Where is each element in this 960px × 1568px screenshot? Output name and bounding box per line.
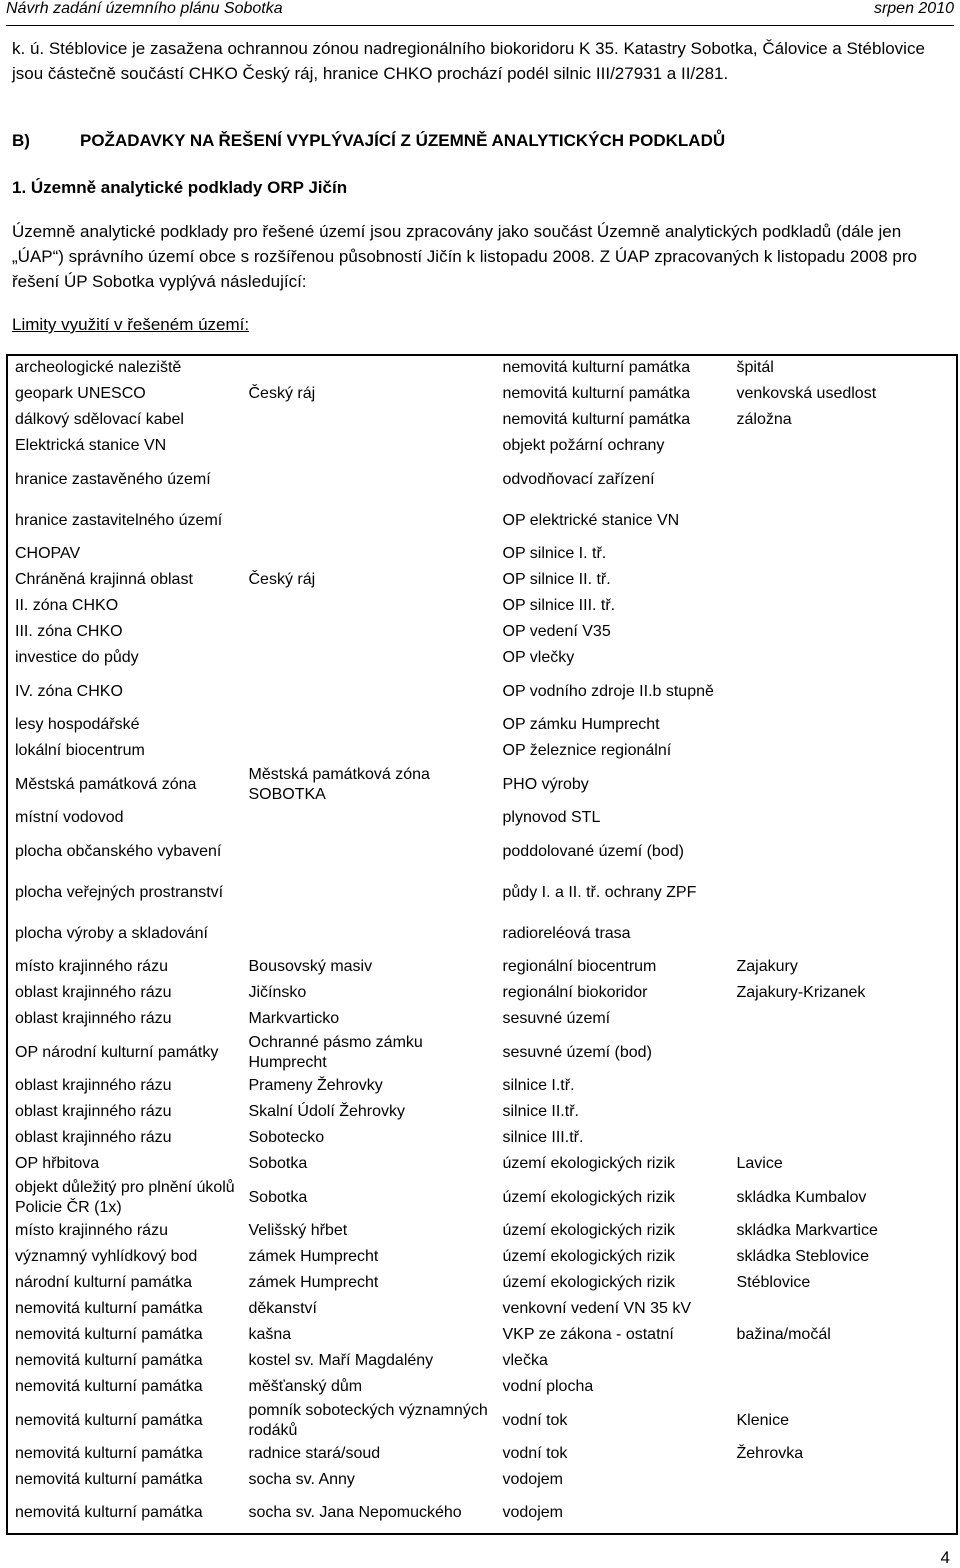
limit-type-cell: lesy hospodářské <box>7 712 241 738</box>
table-row <box>7 500 957 541</box>
limit-type-cell: nemovitá kulturní památka <box>7 1467 241 1493</box>
limit-type-cell: nemovitá kulturní památka <box>7 1441 241 1467</box>
table-row <box>7 671 957 712</box>
limit-type-cell: plocha veřejných prostranství <box>7 872 241 913</box>
limit-detail-cell-right <box>729 541 957 567</box>
table-row <box>7 541 957 567</box>
limit-detail-cell-right: Klenice <box>729 1400 957 1441</box>
table-row <box>7 738 957 764</box>
limit-type-cell-right: OP elektrické stanice VN <box>502 511 680 529</box>
limit-type-cell-right: území ekologických rizik <box>502 1155 675 1172</box>
body-paragraph: Územně analytické podklady pro řešené území jsou zpracovány jako součást Územně analytických podkladů (dále jen „ÚAP“) správního území obce s rozšířenou působností Jičín k listopadu 2008. Z ÚAP zpracovaných k listopadu 2008 pro řešení ÚP Sobotka vyplývá následující: <box>12 222 917 291</box>
limit-detail-cell-right <box>729 913 957 954</box>
limit-type-cell: lokální biocentrum <box>7 738 241 764</box>
table-row <box>7 1151 957 1177</box>
section-b-letter: B) <box>12 131 30 150</box>
limit-detail-cell-right: záložna <box>729 407 957 433</box>
limit-type-cell-right: OP vlečky <box>502 649 575 666</box>
limit-detail-cell-right <box>729 872 957 913</box>
limit-detail-cell: socha sv. Jana Nepomuckého <box>241 1493 495 1534</box>
table-row <box>7 1099 957 1125</box>
table-row <box>7 1006 957 1032</box>
limit-type-cell-right: OP zámku Humprecht <box>502 716 660 733</box>
limit-type-cell: investice do půdy <box>7 645 241 671</box>
table-row <box>7 619 957 645</box>
limit-type-cell-right: vodní tok <box>502 1411 568 1429</box>
section-b-heading <box>12 128 952 154</box>
table-row <box>7 593 957 619</box>
table-row <box>7 459 957 500</box>
limit-type-cell-right: silnice I.tř. <box>502 1077 575 1094</box>
limit-type-cell: Chráněná krajinná oblast <box>7 567 241 593</box>
limit-type-cell: oblast krajinného rázu <box>7 1073 241 1099</box>
table-row <box>7 355 957 381</box>
table-row <box>7 1218 957 1244</box>
limit-detail-cell-right: skládka Markvartice <box>729 1218 957 1244</box>
limit-detail-cell <box>241 407 495 433</box>
table-row <box>7 1348 957 1374</box>
limit-type-cell: hranice zastavěného území <box>7 459 241 500</box>
limit-detail-cell-right <box>729 1073 957 1099</box>
limits-table <box>6 354 958 1535</box>
limit-type-cell-right: vlečka <box>502 1352 548 1369</box>
limit-detail-cell-right: venkovská usedlost <box>729 381 957 407</box>
limit-type-cell: nemovitá kulturní památka <box>7 1374 241 1400</box>
table-row <box>7 433 957 459</box>
table-row <box>7 1374 957 1400</box>
limit-detail-cell <box>241 913 495 954</box>
limit-detail-cell-right <box>729 1099 957 1125</box>
limit-detail-cell-right <box>729 500 957 541</box>
table-row <box>7 407 957 433</box>
limit-detail-cell: Sobotka <box>248 1188 308 1206</box>
limit-detail-cell-right <box>729 1348 957 1374</box>
header-document-title: Návrh zadání územního plánu Sobotka <box>6 0 283 17</box>
limit-type-cell-right: poddolované území (bod) <box>502 842 684 860</box>
limit-type-cell-right: radioreléová trasa <box>502 924 631 942</box>
page-header <box>6 0 954 26</box>
limit-detail-cell <box>241 355 495 381</box>
limit-detail-cell <box>241 619 495 645</box>
limit-detail-cell <box>241 541 495 567</box>
limit-type-cell-right: vodní plocha <box>502 1378 594 1395</box>
limit-detail-cell-right <box>729 567 957 593</box>
limit-detail-cell-right: skládka Steblovice <box>729 1244 957 1270</box>
limit-detail-cell-right <box>729 671 957 712</box>
limit-detail-cell <box>241 671 495 712</box>
limit-type-cell: místní vodovod <box>7 805 241 831</box>
limit-detail-cell-right <box>729 593 957 619</box>
limit-detail-cell <box>241 805 495 831</box>
limit-type-cell: oblast krajinného rázu <box>7 1099 241 1125</box>
limit-type-cell-right: nemovitá kulturní památka <box>502 385 691 402</box>
limit-detail-cell: Velišský hřbet <box>248 1222 348 1239</box>
limit-type-cell: III. zóna CHKO <box>7 619 241 645</box>
limit-type-cell-right: sesuvné území (bod) <box>502 1043 652 1061</box>
limit-type-cell-right: regionální biokoridor <box>502 984 648 1001</box>
limits-heading: Limity využití v řešeném území: <box>12 315 250 334</box>
limit-type-cell-right: nemovitá kulturní památka <box>495 355 729 381</box>
limit-detail-cell-right <box>729 764 957 805</box>
limit-detail-cell: Sobotka <box>248 1155 308 1172</box>
table-row <box>7 913 957 954</box>
table-row <box>7 764 957 805</box>
table-row <box>7 1177 957 1218</box>
limit-type-cell-right: OP silnice I. tř. <box>502 545 607 562</box>
limit-type-cell-right: nemovitá kulturní památka <box>502 411 691 428</box>
limit-detail-cell-right <box>729 1296 957 1322</box>
limit-type-cell-right: území ekologických rizik <box>502 1248 675 1265</box>
limit-detail-cell: pomník soboteckých významných rodáků <box>248 1401 488 1439</box>
table-row <box>7 1493 957 1534</box>
limit-detail-cell-right: Zajakury-Krizanek <box>729 980 957 1006</box>
limit-detail-cell <box>241 831 495 872</box>
limit-type-cell: oblast krajinného rázu <box>7 980 241 1006</box>
limit-type-cell-right: objekt požární ochrany <box>502 437 665 454</box>
limit-detail-cell-right: skládka Kumbalov <box>729 1177 957 1218</box>
limit-detail-cell: zámek Humprecht <box>248 1274 379 1291</box>
limit-detail-cell-right <box>729 805 957 831</box>
table-row <box>7 1441 957 1467</box>
table-row <box>7 1244 957 1270</box>
limit-type-cell-right: silnice II.tř. <box>502 1103 579 1120</box>
limit-type-cell-right: OP silnice II. tř. <box>502 571 611 588</box>
limit-detail-cell: děkanství <box>248 1300 317 1317</box>
limit-detail-cell-right: Lavice <box>729 1151 957 1177</box>
limit-detail-cell-right: Zajakury <box>729 954 957 980</box>
limit-detail-cell: Ochranné pásmo zámku Humprecht <box>248 1033 423 1071</box>
limit-type-cell: místo krajinného rázu <box>7 1218 241 1244</box>
limit-detail-cell <box>241 593 495 619</box>
limit-detail-cell <box>241 433 495 459</box>
limit-detail-cell-right <box>729 1006 957 1032</box>
limit-type-cell: OP národní kulturní památky <box>7 1032 241 1073</box>
table-row <box>7 1125 957 1151</box>
limit-type-cell: Městská památková zóna <box>7 764 241 805</box>
limit-detail-cell-right: Žehrovka <box>729 1441 957 1467</box>
limit-type-cell: plocha občanského vybavení <box>7 831 241 872</box>
limit-detail-cell <box>241 645 495 671</box>
limit-detail-cell: zámek Humprecht <box>248 1248 379 1265</box>
limit-detail-cell: Markvarticko <box>248 1010 340 1027</box>
table-row <box>7 1322 957 1348</box>
table-row <box>7 872 957 913</box>
table-row <box>7 712 957 738</box>
limit-type-cell: OP hřbitova <box>7 1151 241 1177</box>
limit-type-cell: objekt důležitý pro plnění úkolů Policie ČR (1x) <box>7 1177 241 1218</box>
limit-type-cell-right: VKP ze zákona - ostatní <box>502 1326 674 1343</box>
limit-detail-cell-right: špitál <box>729 355 957 381</box>
limit-type-cell-right: území ekologických rizik <box>502 1274 675 1291</box>
limit-type-cell: CHOPAV <box>7 541 241 567</box>
limit-detail-cell: Sobotecko <box>248 1129 325 1146</box>
limit-detail-cell <box>241 872 495 913</box>
limit-detail-cell-right <box>729 1374 957 1400</box>
limit-detail-cell: měšťanský dům <box>248 1378 363 1395</box>
limit-detail-cell <box>241 738 495 764</box>
table-row <box>7 1296 957 1322</box>
limit-type-cell: oblast krajinného rázu <box>7 1125 241 1151</box>
limit-type-cell: nemovitá kulturní památka <box>7 1322 241 1348</box>
limit-detail-cell-right <box>729 831 957 872</box>
limit-detail-cell-right <box>729 433 957 459</box>
limit-detail-cell: Český ráj <box>248 385 316 402</box>
limit-type-cell-right: OP vedení V35 <box>502 623 611 640</box>
table-row <box>7 645 957 671</box>
limit-type-cell: nemovitá kulturní památka <box>7 1493 241 1534</box>
limit-type-cell-right: území ekologických rizik <box>502 1188 675 1206</box>
limit-type-cell-right: PHO výroby <box>502 775 589 793</box>
limit-type-cell: Elektrická stanice VN <box>7 433 241 459</box>
limit-type-cell: II. zóna CHKO <box>7 593 241 619</box>
limit-detail-cell-right <box>729 1467 957 1493</box>
limit-type-cell: IV. zóna CHKO <box>7 671 241 712</box>
limit-detail-cell-right <box>729 645 957 671</box>
limit-type-cell: dálkový sdělovací kabel <box>7 407 241 433</box>
table-row <box>7 567 957 593</box>
intro-paragraph: k. ú. Stéblovice je zasažena ochrannou zónou nadregionálního biokoridoru K 35. Katastry Sobotka, Čálovice a Stéblovice jsou částečně součástí CHKO Český ráj, hranice CHKO prochází podél silnic III/27931 a II/281. <box>12 39 925 83</box>
limit-detail-cell-right <box>729 1493 957 1534</box>
limit-type-cell: národní kulturní památka <box>7 1270 241 1296</box>
limit-type-cell: významný vyhlídkový bod <box>7 1244 241 1270</box>
limit-type-cell: nemovitá kulturní památka <box>7 1296 241 1322</box>
limit-type-cell: geopark UNESCO <box>7 381 241 407</box>
limit-type-cell: oblast krajinného rázu <box>7 1006 241 1032</box>
page-number: 4 <box>940 1548 950 1567</box>
limit-detail-cell: Český ráj <box>248 571 316 588</box>
subsection-heading: 1. Územně analytické podklady ORP Jičín <box>12 178 348 197</box>
limit-type-cell: nemovitá kulturní památka <box>7 1348 241 1374</box>
limit-detail-cell <box>241 500 495 541</box>
limit-detail-cell: Městská památková zóna SOBOTKA <box>248 765 430 803</box>
limit-type-cell-right: OP silnice III. tř. <box>502 597 616 614</box>
limit-detail-cell-right: Stéblovice <box>729 1270 957 1296</box>
limit-detail-cell-right <box>729 1032 957 1073</box>
table-row <box>7 1467 957 1493</box>
limit-detail-cell: socha sv. Anny <box>248 1471 355 1488</box>
limit-detail-cell-right <box>729 619 957 645</box>
limit-detail-cell: Prameny Žehrovky <box>248 1077 383 1094</box>
limit-detail-cell: Bousovský masiv <box>248 958 373 975</box>
limit-type-cell-right: silnice III.tř. <box>502 1129 584 1146</box>
limit-type-cell: nemovitá kulturní památka <box>7 1400 241 1441</box>
limit-type-cell-right: půdy I. a II. tř. ochrany ZPF <box>502 883 697 901</box>
limit-type-cell-right: vodojem <box>502 1471 563 1488</box>
limit-type-cell: hranice zastavitelného území <box>7 500 241 541</box>
limit-detail-cell-right <box>729 738 957 764</box>
limit-type-cell-right: vodojem <box>495 1493 729 1534</box>
table-row <box>7 381 957 407</box>
table-row <box>7 1400 957 1441</box>
limit-detail-cell: kašna <box>248 1326 292 1343</box>
limit-type-cell: místo krajinného rázu <box>7 954 241 980</box>
limit-detail-cell-right <box>729 712 957 738</box>
limit-type-cell-right: odvodňovací zařízení <box>502 470 655 488</box>
limit-detail-cell: Skalní Údolí Žehrovky <box>248 1103 406 1120</box>
limit-type-cell-right: sesuvné území <box>502 1010 611 1027</box>
limit-type-cell-right: plynovod STL <box>502 809 601 826</box>
limit-type-cell: plocha výroby a skladování <box>7 913 241 954</box>
limit-type-cell-right: OP vodního zdroje II.b stupně <box>502 682 714 700</box>
header-date: srpen 2010 <box>873 0 954 17</box>
limit-detail-cell: Jičínsko <box>248 984 307 1001</box>
limit-detail-cell-right <box>729 459 957 500</box>
table-row <box>7 1032 957 1073</box>
limit-type-cell-right: OP železnice regionální <box>502 742 672 759</box>
limit-detail-cell: radnice stará/soud <box>248 1445 381 1462</box>
limit-detail-cell-right <box>729 1125 957 1151</box>
limit-detail-cell <box>241 459 495 500</box>
table-row <box>7 954 957 980</box>
limit-detail-cell-right: bažina/močál <box>729 1322 957 1348</box>
table-row <box>7 1073 957 1099</box>
limit-detail-cell: kostel sv. Maří Magdalény <box>248 1352 434 1369</box>
section-b-title: POŽADAVKY NA ŘEŠENÍ VYPLÝVAJÍCÍ Z ÚZEMNĚ ANALYTICKÝCH PODKLADŮ <box>80 131 726 150</box>
limit-type-cell-right: vodní tok <box>502 1445 568 1462</box>
table-row <box>7 1270 957 1296</box>
limit-type-cell-right: regionální biocentrum <box>502 958 657 975</box>
table-row <box>7 831 957 872</box>
limit-type-cell: archeologické naleziště <box>7 355 241 381</box>
limits-table-body <box>7 355 957 1534</box>
limit-type-cell-right: venkovní vedení VN 35 kV <box>502 1300 692 1317</box>
limit-type-cell-right: území ekologických rizik <box>502 1222 675 1239</box>
limit-detail-cell <box>241 712 495 738</box>
table-row <box>7 980 957 1006</box>
table-row <box>7 805 957 831</box>
